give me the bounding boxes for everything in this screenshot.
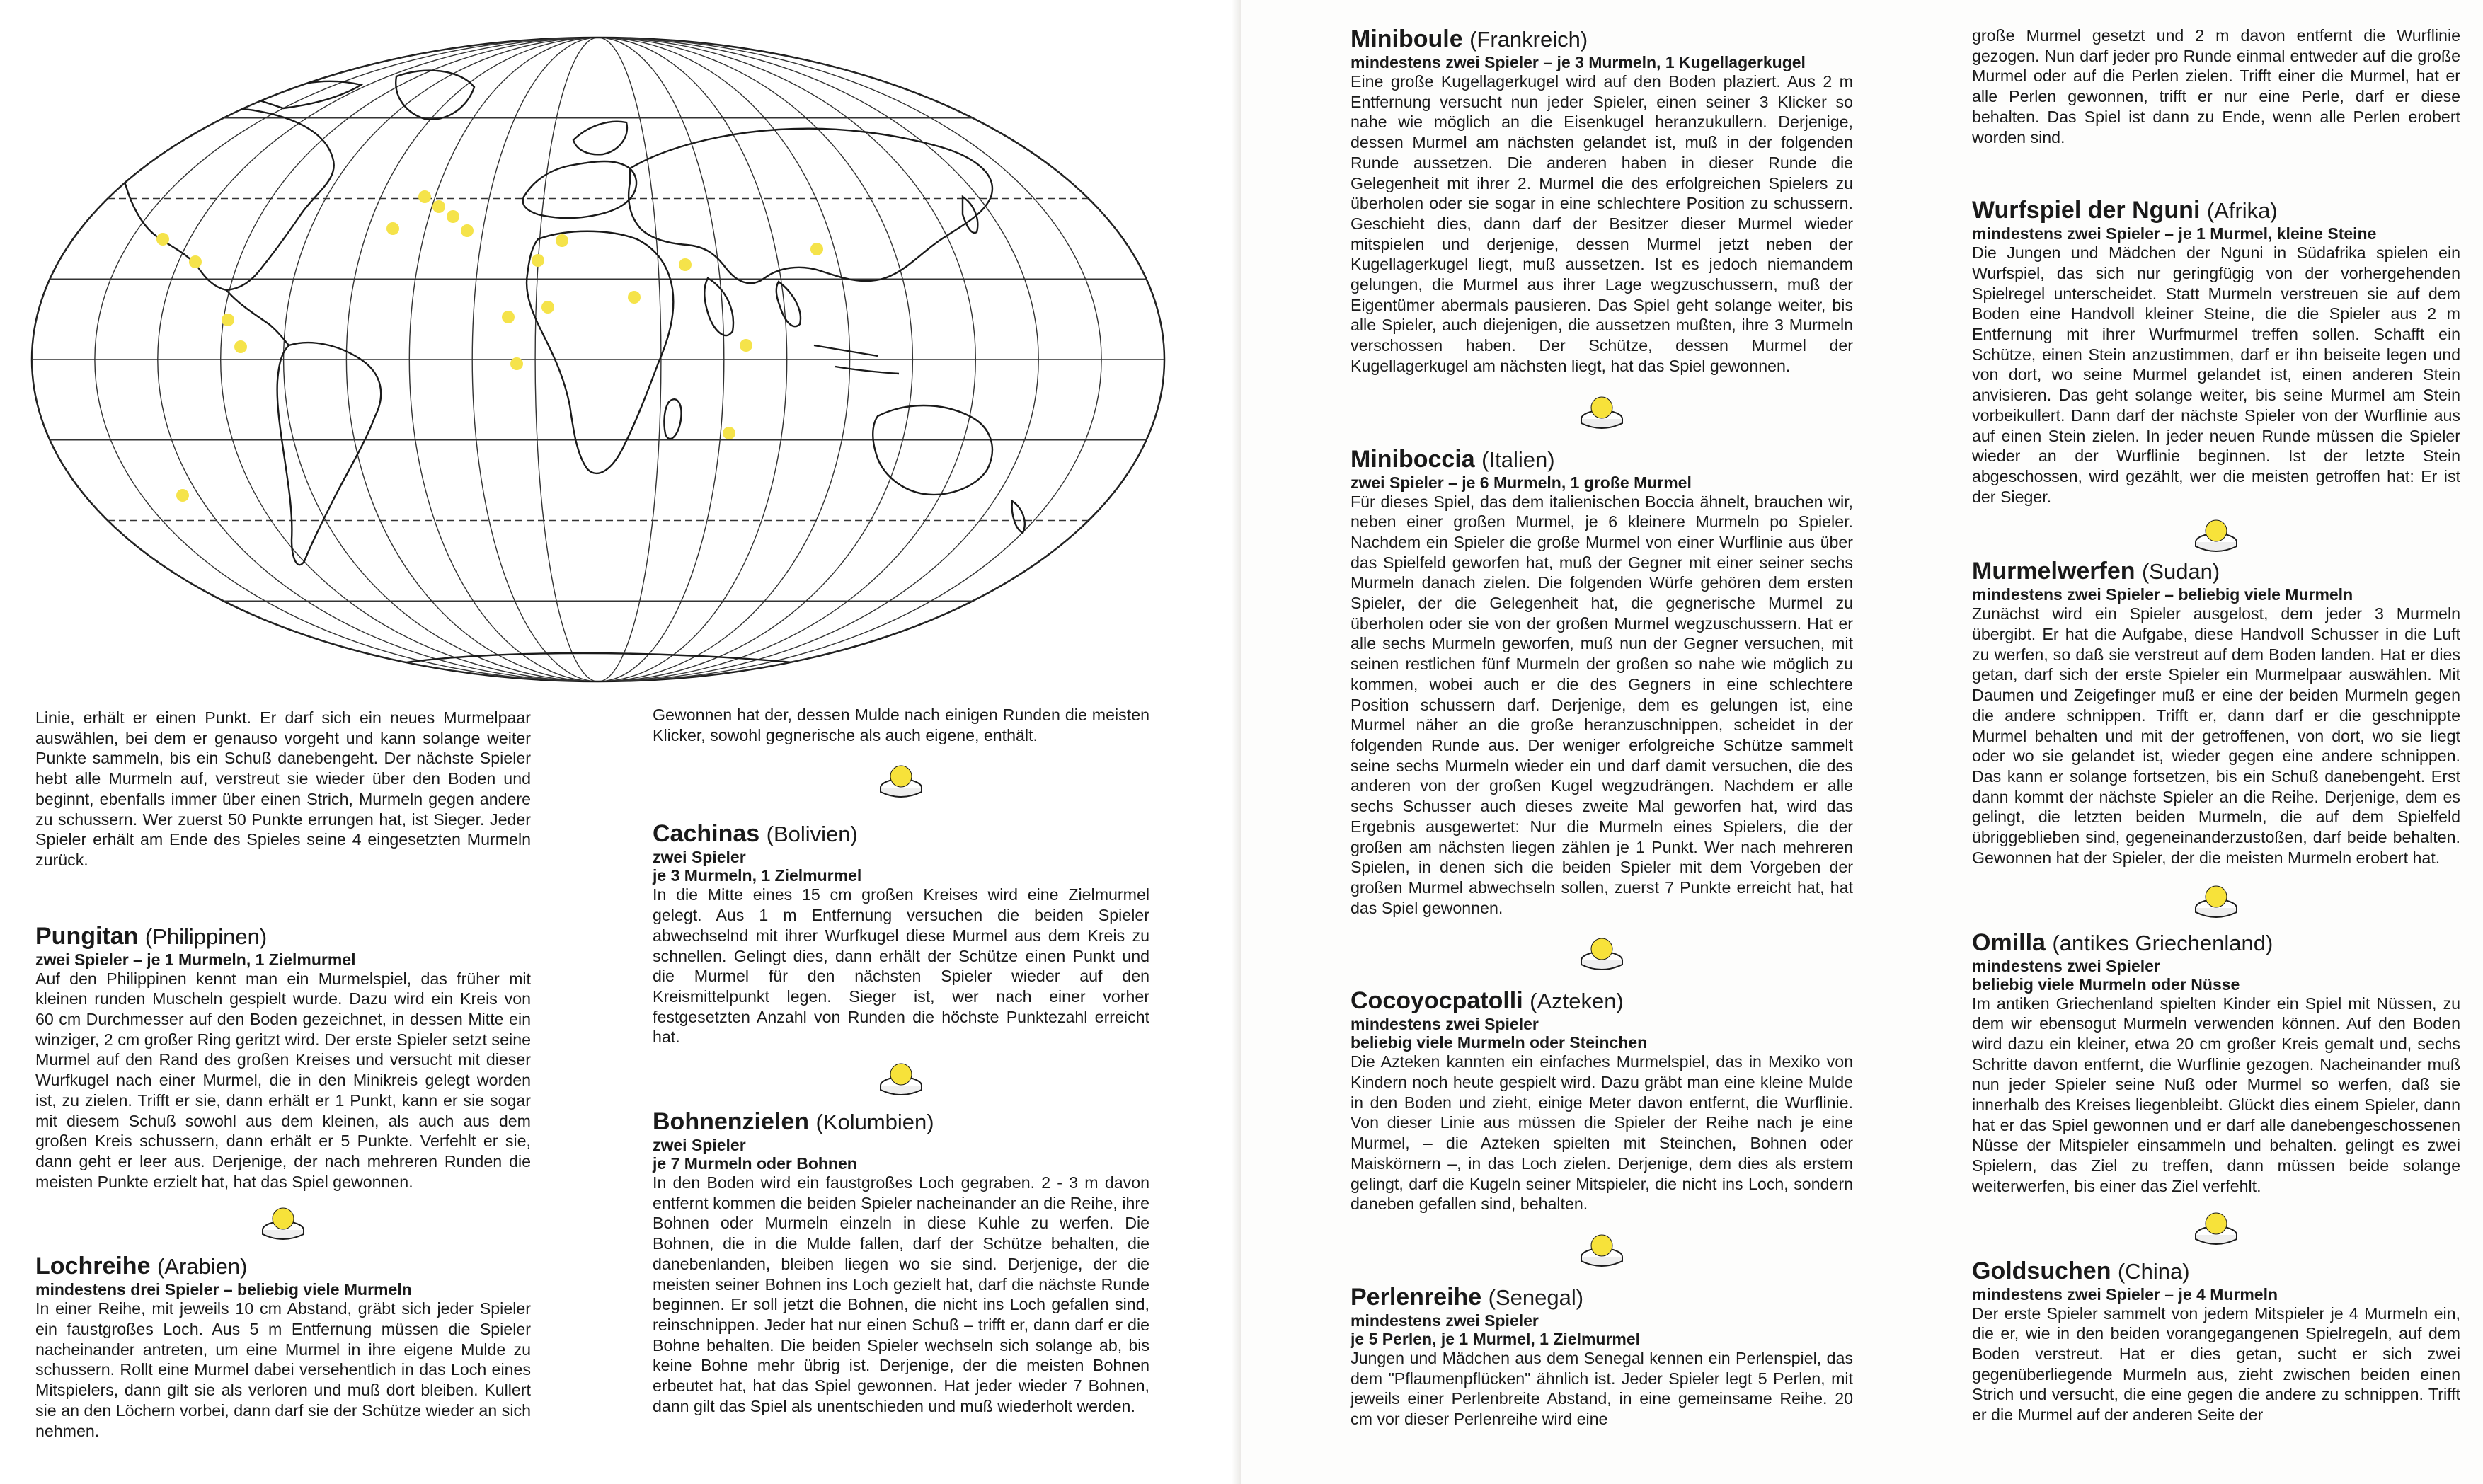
game-players: mindestens zwei Spieler – je 3 Murmeln, 1 Kugellagerkugel <box>1351 53 1806 71</box>
map-location-dot <box>156 233 169 246</box>
game-cocoyocpatolli <box>1351 987 1853 1214</box>
continuation-text: Gewonnen hat der, dessen Mulde nach einigen Runden die meisten Klicker, sowohl gegnerische als auch eigene, enthält. <box>653 706 1149 744</box>
game-title <box>1972 197 2460 224</box>
game-name: Cocoyocpatolli <box>1351 987 1523 1015</box>
game-murmelwerfen <box>1972 558 2460 868</box>
game-miniboule <box>1351 25 1853 376</box>
map-location-dot <box>234 340 247 353</box>
game-rules: Auf den Philippinen kennt man ein Murmelspiel, das früher mit kleinen runden Muscheln gespielt wurde. Dazu wird ein Kreis von 60 cm Durchmesser auf den Boden gezeichnet, in dessen Mitte ein winziger, 2 cm großer Ring geritzt wird. Der erste Spieler setzt seine Murmel auf den Rand des großen Kreises und versucht mit dieser Wurfkugel nach einer Murmel, die in den Minikreis gelegt worden ist, zu zielen. Trifft er sie, dann erhält er 1 Punkt, kann er sie sogar mit diesem Schuß sowohl aus dem kleinen, als auch aus dem großen Kreis schussern, dann erhält er 5 Punkte. Verfehlt er sie, dann geht er leer aus. Derjenige, der nach mehreren Runden die meisten Punkte erzielt hat, hat das Spiel gewonnen. <box>35 969 531 1191</box>
game-title <box>1351 446 1853 473</box>
game-origin: (Senegal) <box>1488 1284 1584 1310</box>
game-name: Pungitan <box>35 922 139 950</box>
game-title <box>653 1108 1149 1136</box>
game-origin: (Italien) <box>1481 447 1555 472</box>
game-players: zwei Spieler <box>653 848 746 867</box>
game-rules: In die Mitte eines 15 cm großen Kreises wird eine Zielmurmel gelegt. Aus 1 m Entfernung versuchen die beiden Spieler abwechselnd mit ihrer Wurfkugel diese Murmel aus dem Kreis zu schnellen. Gelingt dies, dann erhält der Schütze einen Punkt und die Murmel für den nächsten Spieler wieder auf den Kreismittelpunkt legen. Sieger ist, wer nach einer vorher festgesetzten Anzahl von Runden die höchste Punktezahl erreicht hat. <box>653 885 1149 1047</box>
marble-icon <box>2194 1207 2239 1246</box>
game-title <box>1972 929 2460 957</box>
map-location-dot <box>386 222 399 235</box>
game-title <box>35 1253 531 1280</box>
game-name: Perlenreihe <box>1351 1283 1482 1311</box>
map-location-dot <box>628 291 641 304</box>
game-rules: In einer Reihe, mit jeweils 10 cm Abstand, gräbt sich jeder Spieler ein faustgroßes Loch. Aus 5 m Entfernung müssen die Spieler nacheinander antreten, um eine Murmel in ihre eigene Mulde zu schussern. Rollt eine Murmel dabei versehentlich in das Loch eines Mitspielers, dann gilt sie als verloren und muß dort bleiben. Kullert sie an den Löchern vorbei, dann darf sie der Schütze wieder an sich nehmen. <box>35 1299 531 1440</box>
map-location-dot <box>502 311 515 323</box>
game-title <box>1972 1258 2460 1285</box>
game-players: mindestens drei Spieler – beliebig viele Murmeln <box>35 1280 412 1299</box>
map-location-dot <box>556 234 568 247</box>
game-material: je 3 Murmeln, 1 Zielmurmel <box>653 866 862 885</box>
marble-icon <box>878 1057 924 1097</box>
map-location-dot <box>461 224 474 237</box>
game-origin: (Afrika) <box>2206 198 2278 224</box>
game-cachinas <box>653 820 1149 1047</box>
game-origin: (Azteken) <box>1530 989 1624 1014</box>
game-players: zwei Spieler <box>653 1136 746 1155</box>
game-goldsuchen <box>1972 1258 2460 1425</box>
continuation-text: große Murmel gesetzt und 2 m davon entfernt die Wurflinie gezogen. Nun darf jeder pro Runde einmal entweder auf die große Murmel oder auf die Perlen zielen. Trifft einer die Murmel, hat er alle Perlen gewonnen, trifft er nur eine Perle, darf er diese behalten. Das Spiel ist dann zu Ende, wenn alle Perlen erobert worden sind. <box>1972 26 2460 146</box>
game-rules: Der erste Spieler sammelt von jedem Mitspieler je 4 Murmeln ein, die er, wie in den beiden vorangegangenen Spielregeln, auf dem Boden verstreut. Hat er dies getan, sucht er sich zwei gegenüberliegende Murmeln aus, zieht zwischen beiden einen Strich und versucht, die eine gegen die andere zu schnippen. Trifft er die Murmel auf der anderen Seite der <box>1972 1304 2460 1425</box>
game-players: mindestens zwei Spieler <box>1351 1311 1539 1330</box>
game-name: Omilla <box>1972 928 2046 956</box>
game-name: Cachinas <box>653 820 760 848</box>
game-omilla <box>1972 929 2460 1197</box>
game-rules: Jungen und Mädchen aus dem Senegal kennen ein Perlenspiel, das dem "Pflaumenpflücken" ähnlich ist. Jeder Spieler legt 5 Perlen, mit jeweils einer Perlenbreite Abstand, in eine gemeinsame Reihe. 20 cm vor dieser Perlenreihe wird eine <box>1351 1348 1853 1429</box>
game-name: Bohnenzielen <box>653 1108 810 1136</box>
marble-icon <box>260 1202 306 1241</box>
map-location-dot <box>740 339 752 352</box>
game-rules: Die Jungen und Mädchen der Nguni in Südafrika spielen ein Wurfspiel, das sich nur geringfügig von der vorhergehenden Spielregel unterscheidet. Statt Murmeln verstreuen sie auf dem Boden eine Handvoll kleiner Steine, die die Spieler aus 2 m Entfernung mit ihrer Wurfmurmel treffen sollen. Schafft ein Schütze, einen Stein anzustimmen, darf er ihn beiseite legen und von dort, wo seine Murmel gelandet ist, einen anderen Stein anvisieren. Das geht solange weiter, bis seine Murmel am Stein vorbeikullert. Dann darf der nächste Spieler von der Wurflinie aus auf einen Stein zielen. In jeder neuen Runde müssen die Spieler wieder an der Wurflinie beginnen. Ist der letzte Stein abgeschossen, wird gezählt, wer die meisten getroffen hat: Er ist der Sieger. <box>1972 243 2460 506</box>
game-material: je 5 Perlen, je 1 Murmel, 1 Zielmurmel <box>1351 1329 1641 1348</box>
map-location-dot <box>176 489 189 502</box>
marble-icon <box>2194 880 2239 919</box>
map-location-dot <box>447 210 459 223</box>
game-rules: Im antiken Griechenland spielten Kinder ein Spiel mit Nüssen, zu dem wir ebensogut Murmeln verwenden können. Auf den Boden wird dazu ein kleiner, etwa 20 cm großer Kreis gemalt und, sechs Schritte davon entfernt, die Wurflinie gezogen. Nacheinander muß nun jeder Spieler seine Nuß oder Murmel so werfen, daß sie innerhalb des Kreises liegenbleibt. Glückt dies einem Spieler, dann hat er das Spiel gewonnen und er darf alle danebengeschossenen Nüsse der Mitspieler einsammeln und behalten. gelingt es zwei Spielern, das Ziel zu treffen, dann müssen beide solange weiterwerfen, bis einer das Ziel verfehlt. <box>1972 994 2460 1195</box>
game-name: Murmelwerfen <box>1972 558 2135 585</box>
game-title <box>1972 558 2460 585</box>
right-page <box>1242 0 2483 1484</box>
game-title <box>1351 25 1853 53</box>
game-name: Wurfspiel der Nguni <box>1972 197 2201 224</box>
game-rules: Zunächst wird ein Spieler ausgelost, dem jeder 3 Murmeln übergibt. Er hat die Aufgabe, diese Handvoll Schusser in die Luft zu werfen, so daß sie verstreut auf dem Boden landen. Hat er dies getan, darf sich der erste Spieler ein Murmelpaar auswählen. Mit Daumen und Zeigefinger muß er eine der beiden Murmeln gegen die andere schnippen. Trifft er, dann darf er die geschnippte Murmel behalten und mit der getroffenen, von dort, wo sie liegt oder wo sie gelandet ist, wieder gegen eine andere schnippen. Das kann er solange fortsetzen, bis ein Schuß danebengeht. Erst dann kommt der nächste Spieler an die Reihe. Derjenige, dem es gelingt, die letzten beiden Murmeln, die auf dem Spielfeld übriggeblieben sind, gegeneinanderzustoßen, darf beide behalten. Gewonnen hat der Spieler, der die meisten Murmeln erobert hat. <box>1972 604 2460 867</box>
map-location-dot <box>723 427 735 439</box>
game-players: mindestens zwei Spieler <box>1351 1015 1539 1034</box>
game-origin: (antikes Griechenland) <box>2052 930 2273 955</box>
game-players: mindestens zwei Spieler – je 1 Murmel, kleine Steine <box>1972 224 2377 243</box>
column-left-2 <box>653 705 1149 1416</box>
map-location-dot <box>532 254 544 267</box>
map-location-dot <box>679 258 692 271</box>
game-origin: (Kolumbien) <box>815 1110 934 1135</box>
marble-icon <box>1579 391 1624 430</box>
marble-icon <box>878 759 924 799</box>
game-rules: Eine große Kugellagerkugel wird auf den Boden plaziert. Aus 2 m Entfernung versucht nun jeder Spieler, einen seiner 3 Klicker so nahe wie möglich an die Eisenkugel heranzukullern. Derjenige, dessen Murmel am nächsten gelandet ist, muß in der folgenden Runde aussetzen. Die anderen haben in dieser Runde die Gelegenheit mit ihrer 2. Murmel die des erfolgreichen Spielers zu überholen oder sie sogar in eine schlechtere Position zu schussern. Geschieht dies, dann darf der Besitzer dieser Murmel wieder mitspielen und derjenige, dessen Murmel jetzt neben der Kugellagerkugel liegt, muß aussetzen. Ist es jedoch niemandem gelungen, die Murmel aus ihrer Lage wegzuschussern, muß der Eigentümer abermals pausieren. Das Spiel geht solange weiter, bis alle Spieler, auch diejenigen, die aussetzen mußten, ihre 3 Murmeln verschossen haben. Der Schütze, dessen Murmel der Kugellagerkugel am nächsten liegt, hat das Spiel gewonnen. <box>1351 72 1853 375</box>
game-players: mindestens zwei Spieler – je 4 Murmeln <box>1972 1284 2278 1304</box>
game-origin: (Bolivien) <box>766 822 858 847</box>
world-map-figure <box>28 34 1168 685</box>
game-lochreihe <box>35 1253 531 1441</box>
map-location-dot <box>510 357 523 370</box>
continuation-text: Linie, erhält er einen Punkt. Er darf sich ein neues Murmelpaar auswählen, bei dem er genauso vorgeht und kann solange weiter Punkte sammeln, bis ein Schuß danebengeht. Der nächste Spieler hebt alle Murmeln auf, verstreut sie wieder über den Boden und beginnt, ebenfalls immer über einen Strich, Murmeln gegen andere zu schussern. Wer zuerst 50 Punkte errungen hat, ist Sieger. Jeder Spieler erhält am Ende des Spieles seine 4 eingesetzten Murmeln zurück. <box>35 708 531 869</box>
game-title <box>653 820 1149 848</box>
game-origin: (Arabien) <box>156 1254 248 1279</box>
game-rules: Die Azteken kannten ein einfaches Murmelspiel, das in Mexiko von Kindern noch heute gespielt wird. Dazu gräbt man eine kleine Mulde in den Boden und zieht, einige Meter davon entfernt, die Wurflinie. Von dieser Linie aus müssen die Spieler der Reihe nach je eine Murmel, – die Azteken spielten mit Steinchen, Bohnen oder Maiskörnern –, in das Loch zielen. Derjenige, dem dies als erstem gelingt, darf die Kugeln seiner Mitspieler, die nicht ins Loch, sondern daneben gefallen sind, behalten. <box>1351 1052 1853 1214</box>
game-name: Lochreihe <box>35 1253 151 1280</box>
game-name: Miniboccia <box>1351 445 1475 473</box>
game-perlenreihe <box>1351 1284 1853 1430</box>
game-players: zwei Spieler – je 1 Murmeln, 1 Zielmurmel <box>35 950 356 969</box>
game-name: Goldsuchen <box>1972 1257 2111 1284</box>
map-location-dot <box>432 200 445 213</box>
game-players: mindestens zwei Spieler <box>1972 956 2160 975</box>
game-pungitan <box>35 923 531 1192</box>
game-title <box>1351 987 1853 1015</box>
column-right-2 <box>1972 25 2460 1425</box>
marble-icon <box>2194 514 2239 553</box>
game-material: beliebig viele Murmeln oder Steinchen <box>1351 1033 1648 1052</box>
game-bohnenzielen <box>653 1108 1149 1416</box>
game-material: je 7 Murmeln oder Bohnen <box>653 1154 857 1173</box>
map-location-dot <box>541 301 554 314</box>
game-wurfspiel-der-nguni <box>1972 197 2460 507</box>
marble-icon <box>1579 932 1624 972</box>
game-origin: (Sudan) <box>2141 559 2220 585</box>
map-location-dot <box>222 314 234 326</box>
marble-icon <box>1579 1229 1624 1268</box>
map-location-dot <box>810 243 823 255</box>
game-rules: In den Boden wird ein faustgroßes Loch gegraben. 2 - 3 m davon entfernt kommen die beiden Spieler nacheinander an die Reihe, ihre Bohnen oder Murmeln einzeln in diese Kuhle zu werfen. Die Bohnen, die in die Mulde fallen, darf der Schütze behalten, die danebenlanden, bleiben liegen wo sie sind. Derjenige, der die meisten seiner Bohnen ins Loch gezielt hat, darf die nächste Runde beginnen. Er soll jetzt die Bohnen, die nicht ins Loch gefallen sind, reinschnippen. Jeder hat nur einen Schuß – trifft er, dann darf er die Bohne behalten. Die beiden Spieler wechseln sich solange ab, bis keine Bohne mehr übrig ist. Derjenige, der die meisten Bohnen erbeutet hat, hat das Spiel gewonnen. Hat jeder wieder 7 Bohnen, dann gilt das Spiel als unentschieden und muß wiederholt werden. <box>653 1173 1149 1415</box>
game-origin: (Philippinen) <box>144 924 268 949</box>
game-miniboccia <box>1351 446 1853 919</box>
column-right-1 <box>1351 21 1853 1430</box>
game-material: beliebig viele Murmeln oder Nüsse <box>1972 974 2240 994</box>
game-players: zwei Spieler – je 6 Murmeln, 1 große Murmel <box>1351 473 1692 492</box>
game-origin: (Frankreich) <box>1469 27 1588 52</box>
game-title <box>1351 1284 1853 1311</box>
game-title <box>35 923 531 950</box>
game-name: Miniboule <box>1351 25 1463 52</box>
map-location-dot <box>418 190 431 203</box>
game-origin: (China) <box>2117 1258 2190 1284</box>
game-rules: Für dieses Spiel, das dem italienischen Boccia ähnelt, brauchen wir, neben einer großen Murmel, je 6 kleinere Murmeln po Spieler. Nachdem ein Spieler die große Murmel von einer Wurflinie aus über das Spielfeld geworfen hat, muß der Gegner mit einer seiner sechs Murmeln danach zielen. Die folgenden Würfe gehören dem ersten Spieler, der die Gelegenheit hat, die gegnerische Murmel zu überholen oder sie von der großen Murmel wegzuschussern. Hat er alle sechs Murmeln geworfen, muß nun der Gegner versuchen, mit seinen restlichen fünf Murmeln der großen so nahe wie möglich zu kommen, wobei auch er die des Gegners in eine schlechtere Position schussern darf. Derjenige, dem es gelungen ist, eine Murmel näher an die große heranzuschnippen, scheidet in der folgenden Runde aus. Der weniger erfolgreiche Schütze sammelt seine sechs Murmeln wieder ein und darf damit versuchen, die des anderen von der großen Kugel wegzudrängen. Nachdem er alle sechs Schusser auch dieses zweite Mal geworfen hat, wird das Ergebnis ausgewertet: Nur die Murmeln eines Spielers, die der großen am nächsten liegen zählen je 1 Punkt. Wer nach mehreren Spielen, in denen sich die beiden Spieler mit dem Vorgeben der großen Murmel abwechseln sollen, zuerst 7 Punkte erreicht hat, hat das Spiel gewonnen. <box>1351 492 1853 917</box>
column-left-1 <box>35 708 531 1441</box>
game-players: mindestens zwei Spieler – beliebig viele Murmeln <box>1972 585 2353 604</box>
map-location-dot <box>189 255 202 268</box>
